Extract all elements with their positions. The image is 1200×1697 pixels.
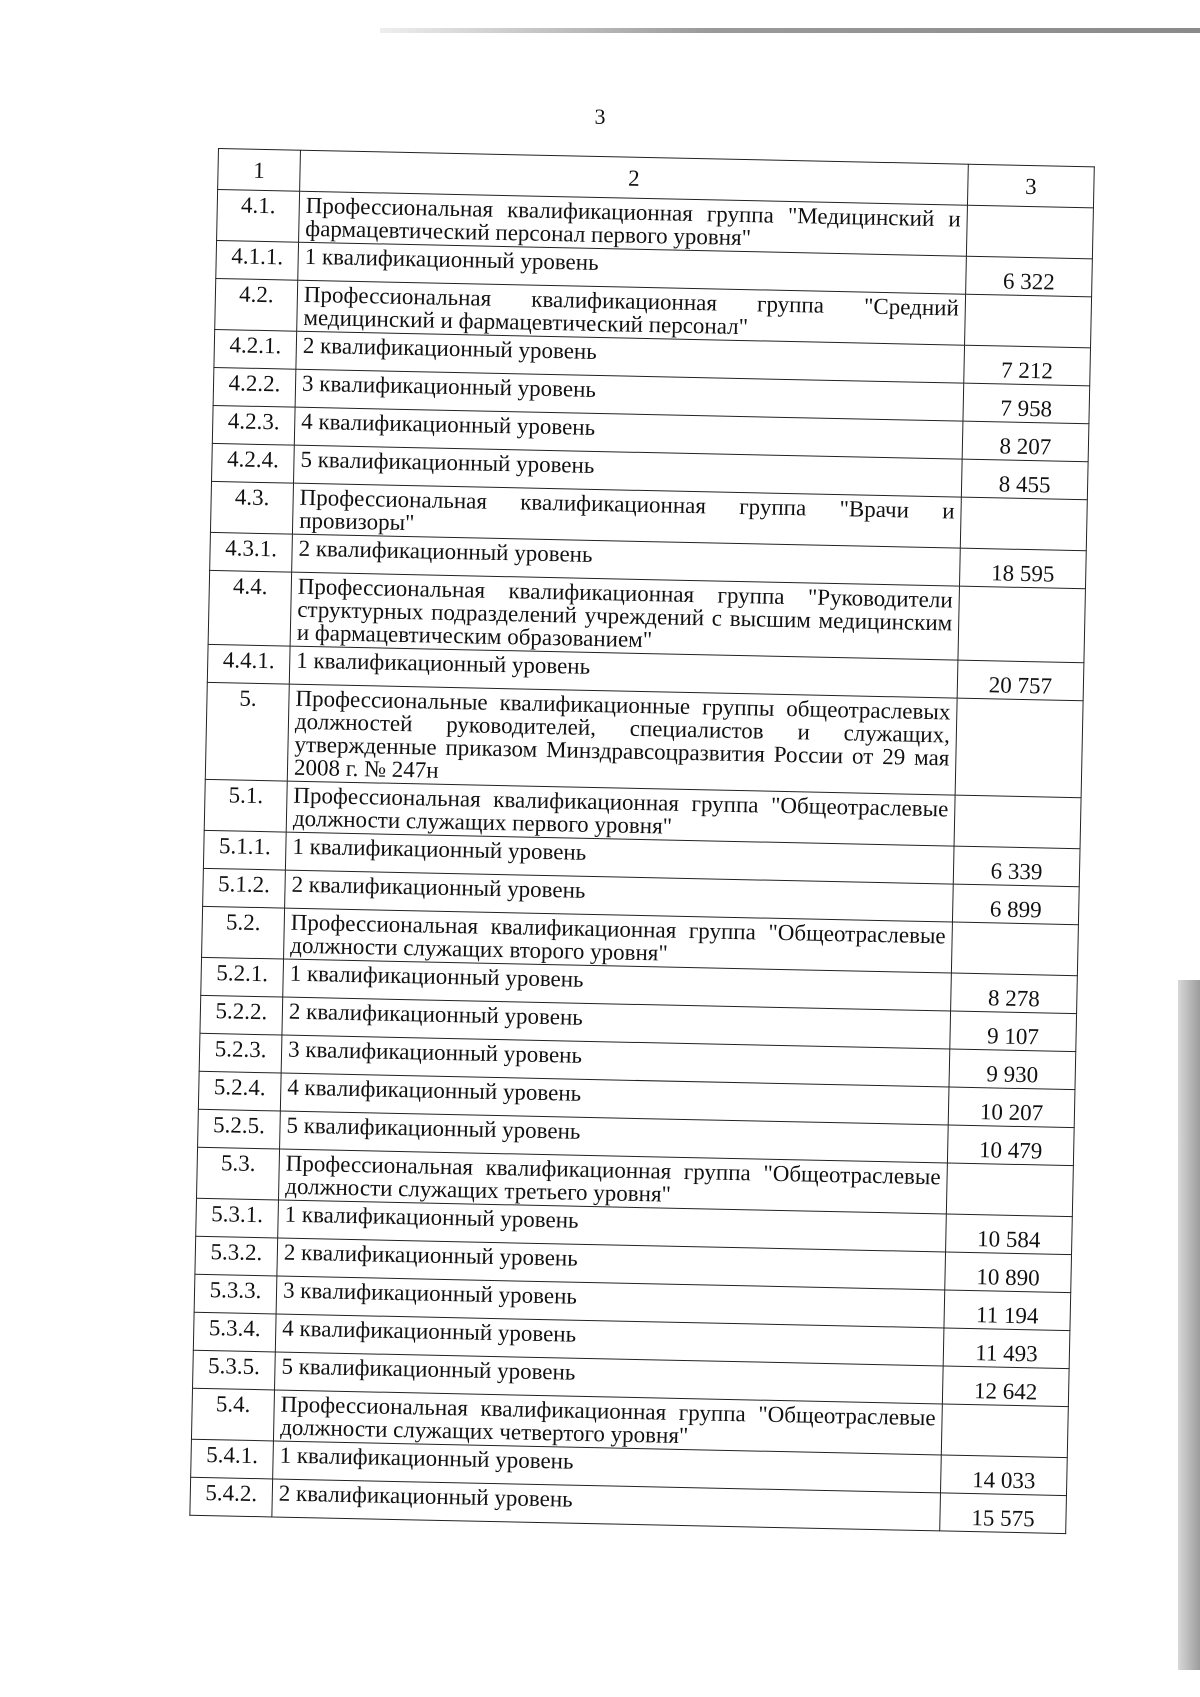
row-number: 4.1.1. bbox=[216, 240, 299, 280]
row-number: 4.2.4. bbox=[212, 443, 295, 483]
row-description: Профессиональная квалификационная группа "Общеотраслевые должности служащих четвертого уровня" bbox=[273, 1390, 942, 1455]
header-col-2: 2 bbox=[300, 150, 969, 205]
row-number: 5.4.2. bbox=[190, 1477, 273, 1517]
row-number: 4.2.3. bbox=[212, 405, 295, 445]
scan-top-edge bbox=[380, 28, 1200, 33]
row-value bbox=[941, 1404, 1068, 1458]
row-description: 1 квалификационный уровень bbox=[273, 1441, 942, 1493]
scan-right-edge bbox=[1178, 980, 1200, 1670]
row-value: 6 339 bbox=[953, 846, 1080, 887]
row-description: 2 квалификационный уровень bbox=[282, 997, 951, 1049]
row-number: 5.3.2. bbox=[195, 1236, 278, 1276]
row-number: 5.3.5. bbox=[193, 1350, 276, 1390]
row-value bbox=[958, 586, 1086, 663]
row-description: 1 квалификационный уровень bbox=[278, 1200, 947, 1252]
row-number: 4.3. bbox=[210, 481, 293, 534]
page-number: 3 bbox=[594, 104, 606, 129]
row-description: 3 квалификационный уровень bbox=[295, 369, 964, 421]
row-value: 8 207 bbox=[962, 421, 1089, 462]
row-description: Профессиональные квалификационные группы общеотраслевых должностей руководителей, специалистов и служащих, утвержденные приказом Минздравсоцразвития России от 29 мая 2008 г. № 247н bbox=[287, 684, 957, 795]
row-description: 1 квалификационный уровень bbox=[289, 646, 958, 698]
row-description: 1 квалификационный уровень bbox=[285, 832, 954, 884]
row-value: 6 322 bbox=[966, 256, 1093, 297]
row-value bbox=[960, 497, 1087, 551]
row-value: 10 479 bbox=[947, 1125, 1074, 1166]
row-value: 7 212 bbox=[964, 345, 1091, 386]
row-description: 4 квалификационный уровень bbox=[294, 407, 963, 459]
row-description: Профессиональная квалификационная группа "Врачи и провизоры" bbox=[292, 483, 961, 548]
row-number: 5.4.1. bbox=[191, 1439, 274, 1479]
row-description: 1 квалификационный уровень bbox=[283, 959, 952, 1011]
row-number: 4.2. bbox=[215, 278, 298, 331]
row-number: 5.2.5. bbox=[198, 1109, 281, 1149]
row-description: Профессиональная квалификационная группа "Медицинский и фармацевтический персонал первого уровня" bbox=[299, 191, 968, 256]
row-value: 12 642 bbox=[942, 1366, 1069, 1407]
header-col-3: 3 bbox=[967, 164, 1094, 208]
row-value: 11 194 bbox=[944, 1290, 1071, 1331]
row-number: 5.2.4. bbox=[198, 1071, 281, 1111]
row-value: 9 930 bbox=[949, 1049, 1076, 1090]
row-description: Профессиональная квалификационная группа "Общеотраслевые должности служащих третьего уровня" bbox=[278, 1149, 947, 1214]
row-value bbox=[946, 1163, 1073, 1217]
row-description: 4 квалификационный уровень bbox=[280, 1073, 949, 1125]
row-number: 5.2.1. bbox=[201, 957, 284, 997]
row-value: 15 575 bbox=[940, 1493, 1067, 1534]
row-number: 5.4. bbox=[191, 1388, 274, 1441]
row-description: 5 квалификационный уровень bbox=[280, 1111, 949, 1163]
row-number: 4.4.1. bbox=[207, 644, 290, 684]
table-row bbox=[205, 682, 1083, 797]
row-description: 2 квалификационный уровень bbox=[285, 870, 954, 922]
row-value bbox=[955, 698, 1083, 798]
row-value bbox=[954, 795, 1081, 849]
row-description: Профессиональная квалификационная группа "Общеотраслевые должности служащих первого уровня" bbox=[286, 781, 955, 846]
row-description: Профессиональная квалификационная группа "Руководители структурных подразделений учреждений с высшим медицинским и фармацевтическим образованием" bbox=[290, 572, 959, 660]
row-description: Профессиональная квалификационная группа "Средний медицинский и фармацевтический персонал" bbox=[297, 280, 966, 345]
row-number: 5. bbox=[205, 682, 289, 781]
row-description: 2 квалификационный уровень bbox=[296, 331, 965, 383]
row-number: 5.3.4. bbox=[193, 1312, 276, 1352]
table-body bbox=[190, 190, 1094, 1534]
row-number: 5.3.3. bbox=[194, 1274, 277, 1314]
row-value: 11 493 bbox=[943, 1328, 1070, 1369]
row-value: 14 033 bbox=[940, 1455, 1067, 1496]
row-number: 5.1.1. bbox=[203, 830, 286, 870]
row-value bbox=[951, 922, 1078, 976]
row-number: 5.3. bbox=[196, 1147, 279, 1200]
row-description: 1 квалификационный уровень bbox=[298, 242, 967, 294]
row-number: 4.4. bbox=[208, 570, 292, 646]
row-number: 4.3.1. bbox=[210, 532, 293, 572]
row-number: 4.2.2. bbox=[213, 367, 296, 407]
row-value: 6 899 bbox=[952, 884, 1079, 925]
row-description: 2 квалификационный уровень bbox=[277, 1238, 946, 1290]
row-value: 8 278 bbox=[951, 973, 1078, 1014]
row-value: 18 595 bbox=[959, 548, 1086, 589]
row-description: 5 квалификационный уровень bbox=[275, 1352, 944, 1404]
row-description: 3 квалификационный уровень bbox=[281, 1035, 950, 1087]
header-col-1: 1 bbox=[218, 149, 301, 192]
row-value: 20 757 bbox=[957, 660, 1084, 701]
row-number: 4.1. bbox=[217, 190, 300, 243]
row-number: 5.3.1. bbox=[196, 1198, 279, 1238]
row-value: 10 584 bbox=[946, 1214, 1073, 1255]
row-description: 3 квалификационный уровень bbox=[276, 1276, 945, 1328]
row-number: 5.1. bbox=[204, 779, 287, 832]
row-value bbox=[965, 294, 1092, 348]
row-description: 2 квалификационный уровень bbox=[272, 1479, 941, 1531]
row-description: 5 квалификационный уровень bbox=[293, 445, 962, 497]
row-value: 8 455 bbox=[961, 459, 1088, 500]
row-description: 4 квалификационный уровень bbox=[275, 1314, 944, 1366]
row-value: 10 890 bbox=[945, 1252, 1072, 1293]
row-number: 5.2. bbox=[202, 906, 285, 959]
row-description: Профессиональная квалификационная группа "Общеотраслевые должности служащих второго уровня" bbox=[284, 908, 953, 973]
row-number: 5.2.2. bbox=[200, 995, 283, 1035]
row-value: 7 958 bbox=[963, 383, 1090, 424]
row-value: 9 107 bbox=[950, 1011, 1077, 1052]
row-description: 2 квалификационный уровень bbox=[292, 534, 961, 586]
row-value: 10 207 bbox=[948, 1087, 1075, 1128]
row-number: 4.2.1. bbox=[214, 329, 297, 369]
qualification-salary-table bbox=[189, 148, 1094, 1534]
row-value bbox=[966, 205, 1093, 259]
row-number: 5.2.3. bbox=[199, 1033, 282, 1073]
row-number: 5.1.2. bbox=[203, 868, 286, 908]
